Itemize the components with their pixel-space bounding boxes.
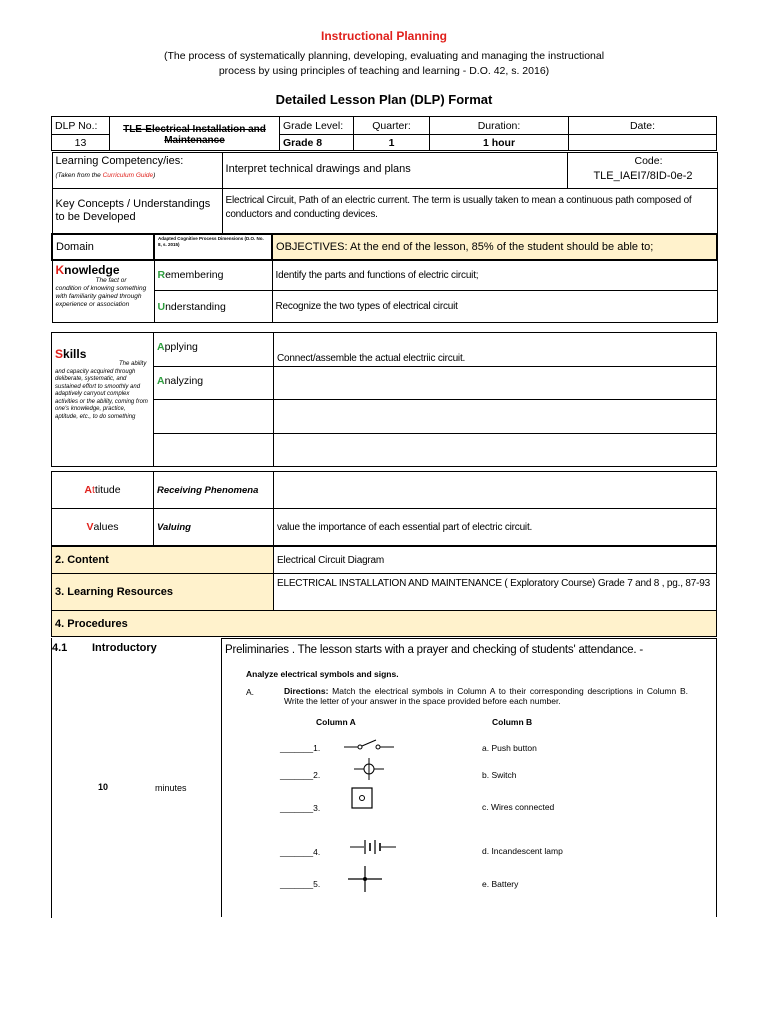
remembering-first: R — [157, 269, 166, 282]
duration-value: 1 hour — [430, 135, 569, 151]
domain-label: Domain — [52, 234, 154, 260]
subject-cell: TLE-Electrical Installation and Maintenance — [110, 117, 280, 151]
key-concepts-value: Electrical Circuit, Path of an electric current. The term is usually taken to mean a continuous path composed of conductors and conducting devices. — [222, 189, 717, 234]
remembering-rest: emembering — [165, 269, 224, 282]
resources-label: 3. Learning Resources — [52, 574, 274, 611]
content-value: Electrical Circuit Diagram — [274, 547, 717, 574]
attitude-rest: titude — [94, 484, 121, 496]
subtitle-line-1: (The process of systematically planning, developing, evaluating and managing the instructional — [163, 50, 605, 62]
directions-label: Directions: — [284, 686, 329, 696]
dlp-no-value: 13 — [52, 135, 110, 151]
instructional-planning-title: Instructional Planning — [320, 29, 447, 43]
understanding-objective: Recognize the two types of electrical circuit — [272, 291, 717, 323]
content-table — [51, 546, 717, 637]
preliminaries-text: Preliminaries . The lesson starts with a prayer and checking of students' attendance. - — [225, 644, 643, 656]
time-value: 10 — [98, 782, 109, 792]
knowledge-desc: The fact or condition of knowing something with familiarity gained through experience or association — [55, 276, 147, 308]
code-cell — [567, 153, 717, 189]
values-objective: value the importance of each essential part of electric circuit. — [274, 509, 717, 546]
competency-note — [56, 172, 219, 179]
skills-desc: The ability and capacity acquired through deliberate, systematic, and sustained effort to smoothly and adaptively carryout complex activities or the ability, coming from one's knowledge, practice, aptitude, etc., to do something — [55, 361, 148, 420]
quarter-label: Quarter: — [354, 117, 430, 135]
grade-level-label: Grade Level: — [280, 117, 354, 135]
date-label: Date: — [569, 117, 717, 135]
understanding-rest: nderstanding — [165, 300, 226, 313]
knowledge-cell — [52, 260, 154, 323]
attitude-first: A — [84, 484, 92, 496]
intro-label: Introductory — [92, 642, 157, 654]
resources-value: ELECTRICAL INSTALLATION AND MAINTENANCE ( Exploratory Course) Grade 7 and 8 , pg., 87-93 — [274, 574, 717, 611]
item-5-answer: e. Battery — [482, 879, 519, 889]
intro-right-cell — [221, 638, 717, 917]
intro-number: 4.1 — [52, 642, 68, 654]
subtitle-line-2: process by using principles of teaching and learning - D.O. 42, s. 2016) — [218, 65, 550, 77]
values-first: V — [86, 521, 94, 533]
quarter-value: 1 — [354, 135, 430, 151]
procedures-label: 4. Procedures — [52, 611, 717, 637]
applying-first: A — [157, 341, 165, 353]
wires-connected-symbol-icon — [348, 866, 382, 892]
content-label: 2. Content — [52, 547, 274, 574]
duration-label: Duration: — [430, 117, 569, 135]
competency-table — [51, 152, 718, 323]
attitude-objective — [274, 472, 717, 509]
note-suffix: ) — [153, 172, 156, 179]
item-2-answer: b. Switch — [482, 770, 517, 780]
values-level: Valuing — [154, 509, 274, 546]
remembering-cell — [154, 260, 272, 291]
knowledge-heading — [56, 263, 151, 277]
time-unit: minutes — [155, 783, 187, 793]
attitude-level: Receiving Phenomena — [154, 472, 274, 509]
item-5-blank[interactable]: _______5. — [280, 879, 321, 889]
attitude-table — [51, 471, 717, 546]
competency-label-cell — [52, 153, 222, 189]
attitude-label — [52, 472, 154, 509]
skills-empty-obj-2 — [274, 434, 717, 467]
understanding-cell — [154, 291, 272, 323]
switch-symbol-icon — [344, 738, 396, 752]
dimension-note: Adapted Cognitive Process Dimensions (D.O. No. 8, s. 2015) — [154, 234, 272, 260]
attitude-second: t — [91, 484, 95, 496]
directions-block — [284, 686, 688, 706]
item-2-blank[interactable]: _______2. — [280, 770, 321, 780]
instructional-planning-subtitle — [0, 49, 768, 79]
push-button-symbol-icon — [351, 787, 373, 809]
skills-empty-level-2 — [154, 434, 274, 467]
applying-rest: pplying — [164, 341, 198, 353]
code-value: TLE_IAEI7/8ID-0e-2 — [593, 170, 693, 182]
column-a-header: Column A — [316, 717, 356, 727]
battery-symbol-icon — [350, 838, 398, 856]
dlp-format-title: Detailed Lesson Plan (DLP) Format — [275, 92, 493, 107]
competency-label: Learning Competency/ies: — [55, 155, 184, 167]
remembering-objective: Identify the parts and functions of electric circuit; — [272, 260, 717, 291]
item-3-answer: c. Wires connected — [482, 802, 555, 812]
info-table — [51, 116, 717, 151]
skills-first-letter: S — [55, 347, 64, 361]
curriculum-guide-ref: Curriculum Guide — [102, 172, 154, 179]
analyzing-objective — [274, 367, 717, 400]
activity-title: Analyze electrical symbols and signs. — [246, 669, 399, 679]
analyzing-rest: nalyzing — [164, 375, 204, 387]
lamp-symbol-icon — [354, 758, 384, 780]
intro-left-cell — [51, 638, 222, 918]
skills-cell — [52, 333, 154, 467]
knowledge-rest: nowledge — [64, 262, 120, 277]
skills-empty-obj-1 — [274, 400, 717, 434]
knowledge-first-letter: K — [55, 262, 65, 277]
understanding-first: U — [157, 300, 166, 313]
skills-empty-level-1 — [154, 400, 274, 434]
note-prefix: (Taken from the — [55, 172, 103, 179]
values-rest: alues — [93, 521, 119, 533]
analyzing-cell — [154, 367, 274, 400]
code-label: Code: — [634, 155, 663, 167]
objectives-header: OBJECTIVES: At the end of the lesson, 85% of the student should be able to; — [272, 234, 717, 260]
skills-rest: kills — [63, 347, 87, 361]
item-1-answer: a. Push button — [482, 743, 537, 753]
item-4-blank[interactable]: _______4. — [280, 847, 321, 857]
applying-objective: Connect/assemble the actual electriic circuit. — [274, 333, 717, 367]
competency-value: Interpret technical drawings and plans — [222, 153, 567, 189]
date-value[interactable] — [569, 135, 717, 151]
directions-letter: A. — [246, 687, 255, 697]
values-label — [52, 509, 154, 546]
grade-level-value: Grade 8 — [280, 135, 354, 151]
column-b-header: Column B — [492, 717, 533, 727]
item-4-answer: d. Incandescent lamp — [482, 846, 563, 856]
skills-heading — [55, 347, 150, 361]
item-3-blank[interactable]: _______3. — [280, 803, 321, 813]
directions-text: Match the electrical symbols in Column A to their corresponding descriptions in Column B. Write the letter of your answer in the space provided before each number. — [284, 686, 688, 706]
key-concepts-label: Key Concepts / Understandings to be Developed — [52, 189, 222, 234]
analyzing-first: A — [157, 375, 165, 387]
item-1-blank[interactable]: _______1. — [280, 743, 321, 753]
dlp-no-label: DLP No.: — [52, 117, 110, 135]
applying-cell — [154, 333, 274, 367]
skills-table — [51, 332, 717, 467]
